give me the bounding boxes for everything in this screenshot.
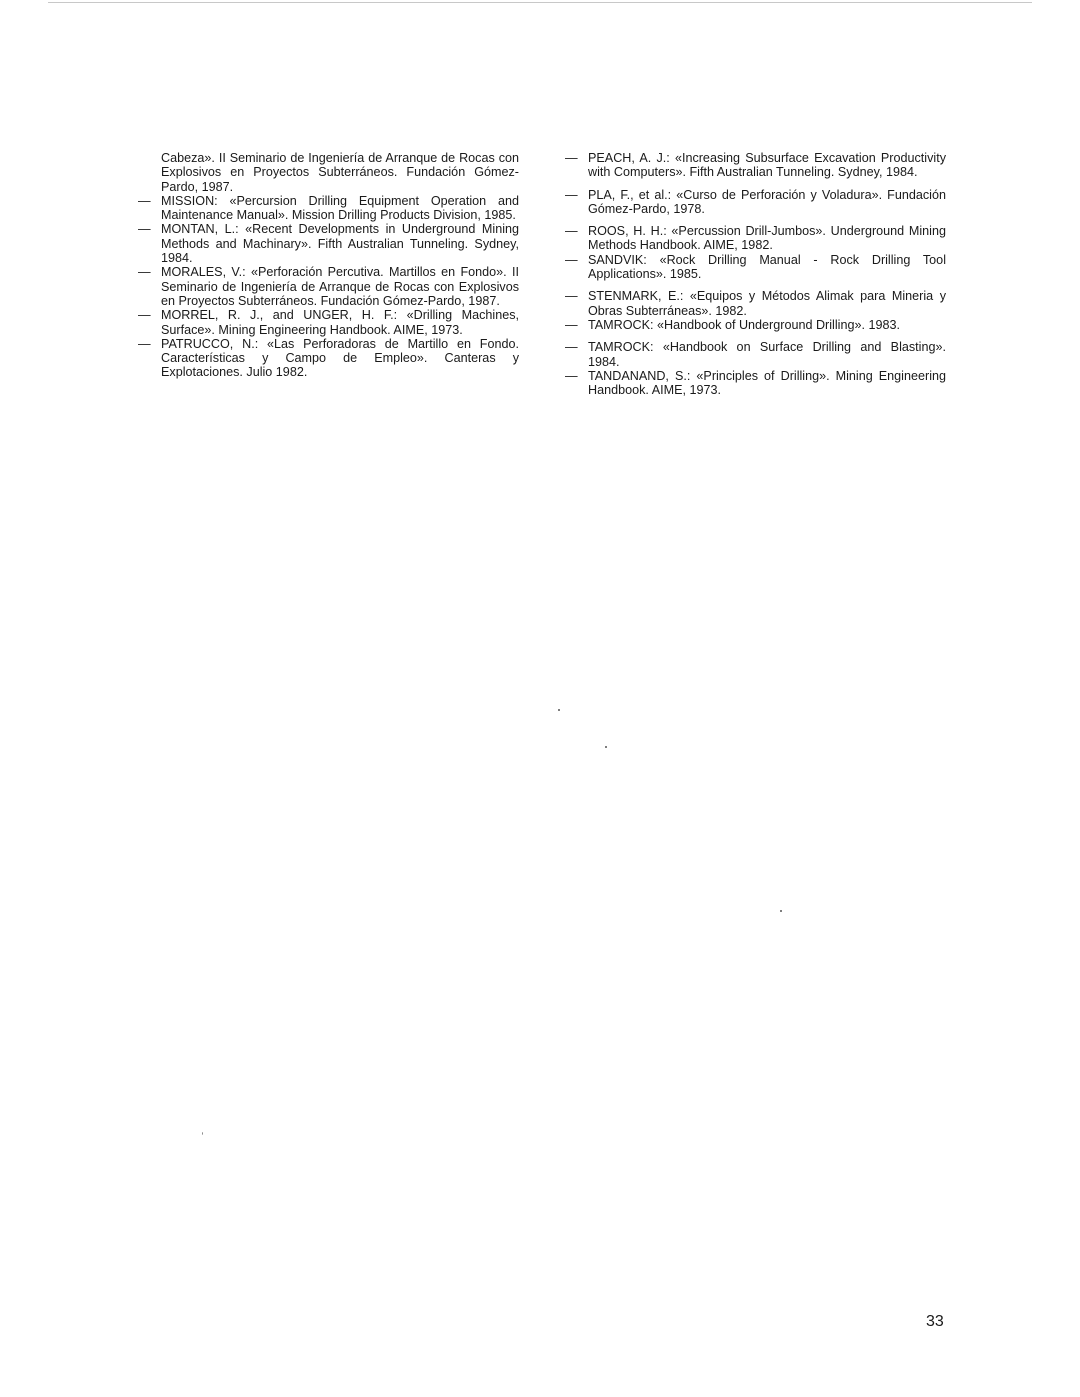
reference-text: TAMROCK: «Handbook on Surface Drilling and Blasting». 1984. xyxy=(588,340,946,369)
reference-entry xyxy=(565,369,946,398)
reference-entry xyxy=(138,151,519,194)
scan-speck xyxy=(780,910,782,912)
reference-text: MORREL, R. J., and UNGER, H. F.: «Drilling Machines, Surface». Mining Engineering Handbook. AIME, 1973. xyxy=(161,308,519,337)
entry-dash: — xyxy=(565,368,578,383)
references-left-column xyxy=(138,151,519,380)
reference-text: MONTAN, L.: «Recent Developments in Underground Mining Methods and Machinary». Fifth Australian Tunneling. Sydney, 1984. xyxy=(161,222,519,266)
entry-dash: — xyxy=(138,193,151,208)
page-number: 33 xyxy=(926,1313,944,1330)
scan-speck xyxy=(202,1132,203,1135)
reference-entry xyxy=(138,337,519,380)
entry-dash: — xyxy=(138,308,151,323)
top-rule xyxy=(48,2,1032,3)
reference-entry xyxy=(565,253,946,282)
entry-dash: — xyxy=(565,224,578,239)
reference-text: SANDVIK: «Rock Drilling Manual - Rock Drilling Tool Applications». 1985. xyxy=(588,252,946,282)
reference-text: STENMARK, E.: «Equipos y Métodos Alimak para Mineria y Obras Subterráneas». 1982. xyxy=(588,289,946,318)
entry-dash: — xyxy=(565,252,578,267)
references-right-column xyxy=(565,151,946,397)
reference-entry xyxy=(138,194,519,223)
reference-entry xyxy=(138,308,519,337)
entry-dash: — xyxy=(138,222,151,237)
reference-entry xyxy=(565,151,946,180)
reference-text: MISSION: «Percursion Drilling Equipment Operation and Maintenance Manual». Mission Drilling Products Division, 1985. xyxy=(161,193,519,223)
reference-text: ROOS, H. H.: «Percussion Drill-Jumbos». Underground Mining Methods Handbook. AIME, 1982. xyxy=(588,224,946,253)
reference-entry xyxy=(565,289,946,318)
scan-speck xyxy=(558,709,560,711)
scan-speck xyxy=(605,746,607,748)
reference-entry xyxy=(565,224,946,253)
reference-entry xyxy=(565,318,946,332)
reference-text: PEACH, A. J.: «Increasing Subsurface Excavation Productivity with Computers». Fifth Australian Tunneling. Sydney, 1984. xyxy=(588,151,946,180)
reference-text: Cabeza». II Seminario de Ingeniería de Arranque de Rocas con Explosivos en Proyectos Subterráneos. Fundación Gómez-Pardo, 1987. xyxy=(161,151,519,194)
entry-dash: — xyxy=(565,340,578,355)
reference-entry xyxy=(565,188,946,217)
reference-text: TAMROCK: «Handbook of Underground Drilling». 1983. xyxy=(588,317,900,332)
reference-text: PLA, F., et al.: «Curso de Perforación y Voladura». Fundación Gómez-Pardo, 1978. xyxy=(588,187,946,216)
reference-text: TANDANAND, S.: «Principles of Drilling». Mining Engineering Handbook. AIME, 1973. xyxy=(588,368,946,398)
reference-text: MORALES, V.: «Perforación Percutiva. Martillos en Fondo». II Seminario de Ingeniería de Arranque de Rocas con Explosivos en Proyectos Subterráneos. Fundación Gómez-Pardo, 1987. xyxy=(161,265,519,308)
entry-dash: — xyxy=(138,265,151,280)
entry-dash: — xyxy=(565,289,578,304)
reference-entry xyxy=(138,222,519,265)
entry-dash: — xyxy=(138,336,151,351)
entry-dash: — xyxy=(565,317,578,332)
entry-dash: — xyxy=(565,151,578,165)
reference-entry xyxy=(138,265,519,308)
reference-entry xyxy=(565,340,946,369)
entry-dash: — xyxy=(565,187,578,202)
reference-text: PATRUCCO, N.: «Las Perforadoras de Martillo en Fondo. Características y Campo de Empleo». Canteras y Explotaciones. Julio 1982. xyxy=(161,336,519,380)
